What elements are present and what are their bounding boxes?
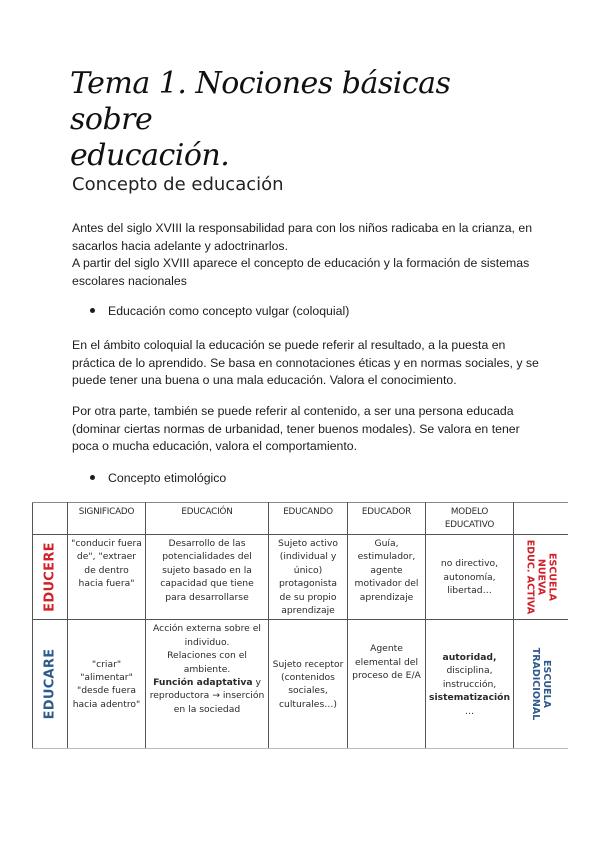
cell-educacion xyxy=(146,620,269,749)
escuela-line-1: ESCUELA xyxy=(546,553,558,602)
modelo-bold-2: sistematización xyxy=(429,692,511,704)
content-paragraph-text: Por otra parte, también se puede referir al contenido, a ser una persona educada (dominar ciertas normas de urbanidad, tener buenos modales). Se valora en tener poca o mucha educación, valora el comportamiento. xyxy=(72,404,520,453)
section-heading: Concepto de educación xyxy=(72,174,284,195)
bullet-dot-icon xyxy=(90,475,95,480)
modelo-rest-2: … xyxy=(464,705,475,717)
row-label-cell xyxy=(33,535,68,620)
row-label-educare: EDUCARE xyxy=(42,649,58,720)
content-paragraph xyxy=(72,403,542,456)
intro-paragraph xyxy=(72,220,542,290)
cell-modelo xyxy=(426,620,514,749)
page-title-line-1: Tema 1. Nociones básicas sobre xyxy=(70,66,451,137)
row-label-educere: EDUCERE xyxy=(42,542,58,613)
intro-paragraph-line-1: Antes del siglo XVIII la responsabilidad para con los niños radicaba en la crianza, en sacarlos hacia adelante y adoctrinarlos. xyxy=(72,221,533,253)
bullet-item-etymological xyxy=(90,470,226,487)
colloquial-paragraph xyxy=(72,337,542,390)
bullet-text: Concepto etimológico xyxy=(108,471,227,485)
header-significado: SIGNIFICADO xyxy=(68,503,146,535)
cell-educando: Sujeto receptor (contenidos sociales, culturales…) xyxy=(269,620,348,749)
escuela-tradicional-label xyxy=(530,648,552,721)
row-label-cell xyxy=(33,620,68,749)
header-educador: EDUCADOR xyxy=(348,503,426,535)
educacion-line-3: y reproductora → inserción en la sociedad xyxy=(149,677,265,715)
header-empty-right xyxy=(514,503,568,535)
escuela-line-3: EDUC. ACTIVA xyxy=(524,540,536,615)
table-row-educere xyxy=(33,535,568,620)
educacion-bold-phrase: Función adaptativa xyxy=(153,677,253,689)
bullet-dot-icon xyxy=(90,308,95,313)
colloquial-paragraph-text: En el ámbito coloquial la educación se puede referir al resultado, a la puesta en práctica de lo aprendido. Se basa en connotaciones éticas y en normas sociales, y se puede tener una buena o una mala educación. Valora el conocimiento. xyxy=(72,338,539,387)
table-row-educare xyxy=(33,620,568,749)
cell-significado: "criar" "alimentar" "desde fuera hacia adentro" xyxy=(68,620,146,749)
page-title xyxy=(70,66,540,174)
cell-educador: Guía, estimulador, agente motivador del aprendizaje xyxy=(348,535,426,620)
escuela-line-1: ESCUELA xyxy=(540,660,552,709)
educacion-line-1: Acción externa sobre el individuo. xyxy=(153,623,261,648)
cell-educacion: Desarrollo de las potencialidades del sujeto basado en la capacidad que tiene para desarrollarse xyxy=(146,535,269,620)
cell-escuela xyxy=(514,535,568,620)
escuela-line-2: TRADICIONAL xyxy=(529,648,541,721)
intro-paragraph-line-2: A partir del siglo XVIII aparece el concepto de educación y la formación de sistemas escolares nacionales xyxy=(72,256,530,288)
cell-educador: Agente elemental del proceso de E/A xyxy=(348,620,426,749)
modelo-bold-1: autoridad, xyxy=(442,651,497,663)
cell-educando: Sujeto activo (individual y único) protagonista de su propio aprendizaje xyxy=(269,535,348,620)
educacion-line-2: Relaciones con el ambiente. xyxy=(167,650,247,675)
bullet-text: Educación como concepto vulgar (coloquial) xyxy=(108,304,350,318)
header-educacion: EDUCACIÓN xyxy=(146,503,269,535)
modelo-rest-1: disciplina, instrucción, xyxy=(442,665,497,690)
table-header-row xyxy=(33,503,568,535)
page-title-line-2: educación. xyxy=(70,138,230,173)
cell-modelo: no directivo, autonomía, libertad… xyxy=(426,535,514,620)
bullet-item-colloquial xyxy=(90,303,349,320)
cell-escuela xyxy=(514,620,568,749)
header-empty xyxy=(33,503,68,535)
header-modelo-educativo: MODELO EDUCATIVO xyxy=(426,503,514,535)
header-educando: EDUCANDO xyxy=(269,503,348,535)
escuela-line-2: NUEVA xyxy=(535,559,547,596)
cell-significado: "conducir fuera de", "extraer de dentro hacia fuera" xyxy=(68,535,146,620)
escuela-nueva-label xyxy=(524,540,557,614)
etymology-table xyxy=(32,502,568,749)
